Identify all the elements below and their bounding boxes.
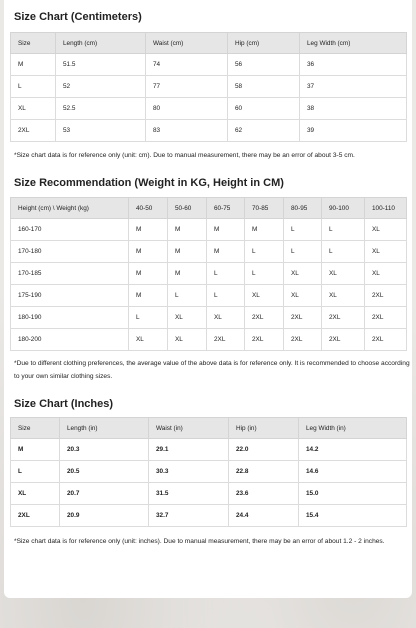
inch-chart-title: Size Chart (Inches) [14,398,114,410]
inch-chart-note: *Size chart data is for reference only (unit: inches). Due to manual measurement, there may be an error of about 1.2 - 2 inches. [14,538,385,545]
table-cell: 15.4 [299,505,407,527]
table-cell: 20.7 [60,483,149,505]
table-row [11,241,407,263]
column-header: Height (cm) \ Weight (kg) [11,198,129,219]
table-cell: 24.4 [229,505,299,527]
table-cell: XL [322,285,365,307]
table-cell: 2XL [284,307,322,329]
table-cell: XL [129,329,168,351]
table-cell: 14.6 [299,461,407,483]
table-cell: 80 [146,98,228,120]
table-cell: 2XL [322,307,365,329]
table-cell: 60 [228,98,300,120]
table-cell: 2XL [365,329,407,351]
table-row [11,439,407,461]
size-recommendation-table [10,197,407,351]
table-cell: 31.5 [149,483,229,505]
table-cell: 170-185 [11,263,129,285]
column-header: Leg Width (in) [299,418,407,439]
column-header: Leg Width (cm) [300,33,407,54]
table-cell: XL [284,263,322,285]
table-cell: 2XL [245,307,284,329]
table-cell: 23.6 [229,483,299,505]
column-header: Size [11,33,56,54]
table-cell: M [129,285,168,307]
table-row [11,461,407,483]
table-cell: XL [168,329,207,351]
table-cell: 52 [56,76,146,98]
size-info-card [4,0,412,598]
column-header: 90-100 [322,198,365,219]
table-row [11,120,407,142]
table-cell: M [168,219,207,241]
table-cell: M [129,263,168,285]
table-row [11,505,407,527]
column-header: Size [11,418,60,439]
table-cell: L [129,307,168,329]
table-cell: 20.3 [60,439,149,461]
table-cell: L [11,461,60,483]
table-row [11,307,407,329]
column-header: Waist (in) [149,418,229,439]
table-cell: 62 [228,120,300,142]
table-cell: 2XL [365,285,407,307]
inch-size-table [10,417,407,527]
recommendation-title: Size Recommendation (Weight in KG, Height in CM) [14,177,284,189]
table-cell: M [207,219,245,241]
table-cell: 20.9 [60,505,149,527]
column-header: Length (in) [60,418,149,439]
table-row [11,98,407,120]
table-cell: XL [365,219,407,241]
table-row [11,329,407,351]
table-cell: XL [11,98,56,120]
table-cell: 58 [228,76,300,98]
table-cell: XL [284,285,322,307]
table-cell: 22.0 [229,439,299,461]
table-cell: M [168,263,207,285]
table-cell: L [207,285,245,307]
table-cell: 83 [146,120,228,142]
table-cell: 2XL [322,329,365,351]
table-cell: 38 [300,98,407,120]
table-row [11,285,407,307]
table-cell: 74 [146,54,228,76]
table-cell: 2XL [365,307,407,329]
table-row [11,483,407,505]
table-header-row [11,198,407,219]
table-cell: XL [365,241,407,263]
table-cell: XL [322,263,365,285]
table-cell: 52.5 [56,98,146,120]
table-cell: M [245,219,284,241]
table-cell: 180-190 [11,307,129,329]
table-cell: M [11,54,56,76]
table-cell: XL [168,307,207,329]
table-cell: L [284,241,322,263]
table-cell: 180-200 [11,329,129,351]
column-header: 40-50 [129,198,168,219]
table-cell: 2XL [284,329,322,351]
table-cell: L [245,241,284,263]
table-header-row [11,418,407,439]
table-cell: M [129,241,168,263]
table-header-row [11,33,407,54]
table-cell: L [284,219,322,241]
table-row [11,263,407,285]
column-header: Length (cm) [56,33,146,54]
column-header: 50-60 [168,198,207,219]
table-cell: L [245,263,284,285]
table-cell: 36 [300,54,407,76]
table-cell: M [11,439,60,461]
table-cell: L [207,263,245,285]
table-row [11,54,407,76]
column-header: 80-95 [284,198,322,219]
table-cell: L [168,285,207,307]
table-cell: 37 [300,76,407,98]
cm-chart-title: Size Chart (Centimeters) [14,11,142,23]
table-row [11,219,407,241]
table-cell: 170-180 [11,241,129,263]
table-row [11,76,407,98]
table-cell: 51.5 [56,54,146,76]
table-cell: 15.0 [299,483,407,505]
column-header: 60-75 [207,198,245,219]
column-header: Hip (in) [229,418,299,439]
table-cell: 22.8 [229,461,299,483]
column-header: Waist (cm) [146,33,228,54]
table-cell: M [168,241,207,263]
table-cell: 77 [146,76,228,98]
column-header: 100-110 [365,198,407,219]
table-cell: L [11,76,56,98]
table-cell: L [322,219,365,241]
table-cell: L [322,241,365,263]
cm-size-table [10,32,407,142]
table-cell: 2XL [245,329,284,351]
column-header: 70-85 [245,198,284,219]
recommendation-note: *Due to different clothing preferences, the average value of the above data is for reference only. It is recommended to choose according to your own similar clothing sizes. [14,360,410,380]
table-cell: 175-190 [11,285,129,307]
table-cell: 39 [300,120,407,142]
table-cell: 20.5 [60,461,149,483]
table-cell: XL [245,285,284,307]
table-cell: 29.1 [149,439,229,461]
table-cell: 2XL [207,329,245,351]
table-cell: XL [365,263,407,285]
table-cell: 2XL [11,120,56,142]
cm-chart-note: *Size chart data is for reference only (unit: cm). Due to manual measurement, there may be an error of about 3-5 cm. [14,152,355,159]
table-cell: 56 [228,54,300,76]
table-cell: 160-170 [11,219,129,241]
table-cell: 30.3 [149,461,229,483]
table-cell: 2XL [11,505,60,527]
table-cell: 14.2 [299,439,407,461]
table-cell: M [129,219,168,241]
table-cell: 32.7 [149,505,229,527]
table-cell: 53 [56,120,146,142]
column-header: Hip (cm) [228,33,300,54]
table-cell: M [207,241,245,263]
table-cell: XL [11,483,60,505]
table-cell: XL [207,307,245,329]
